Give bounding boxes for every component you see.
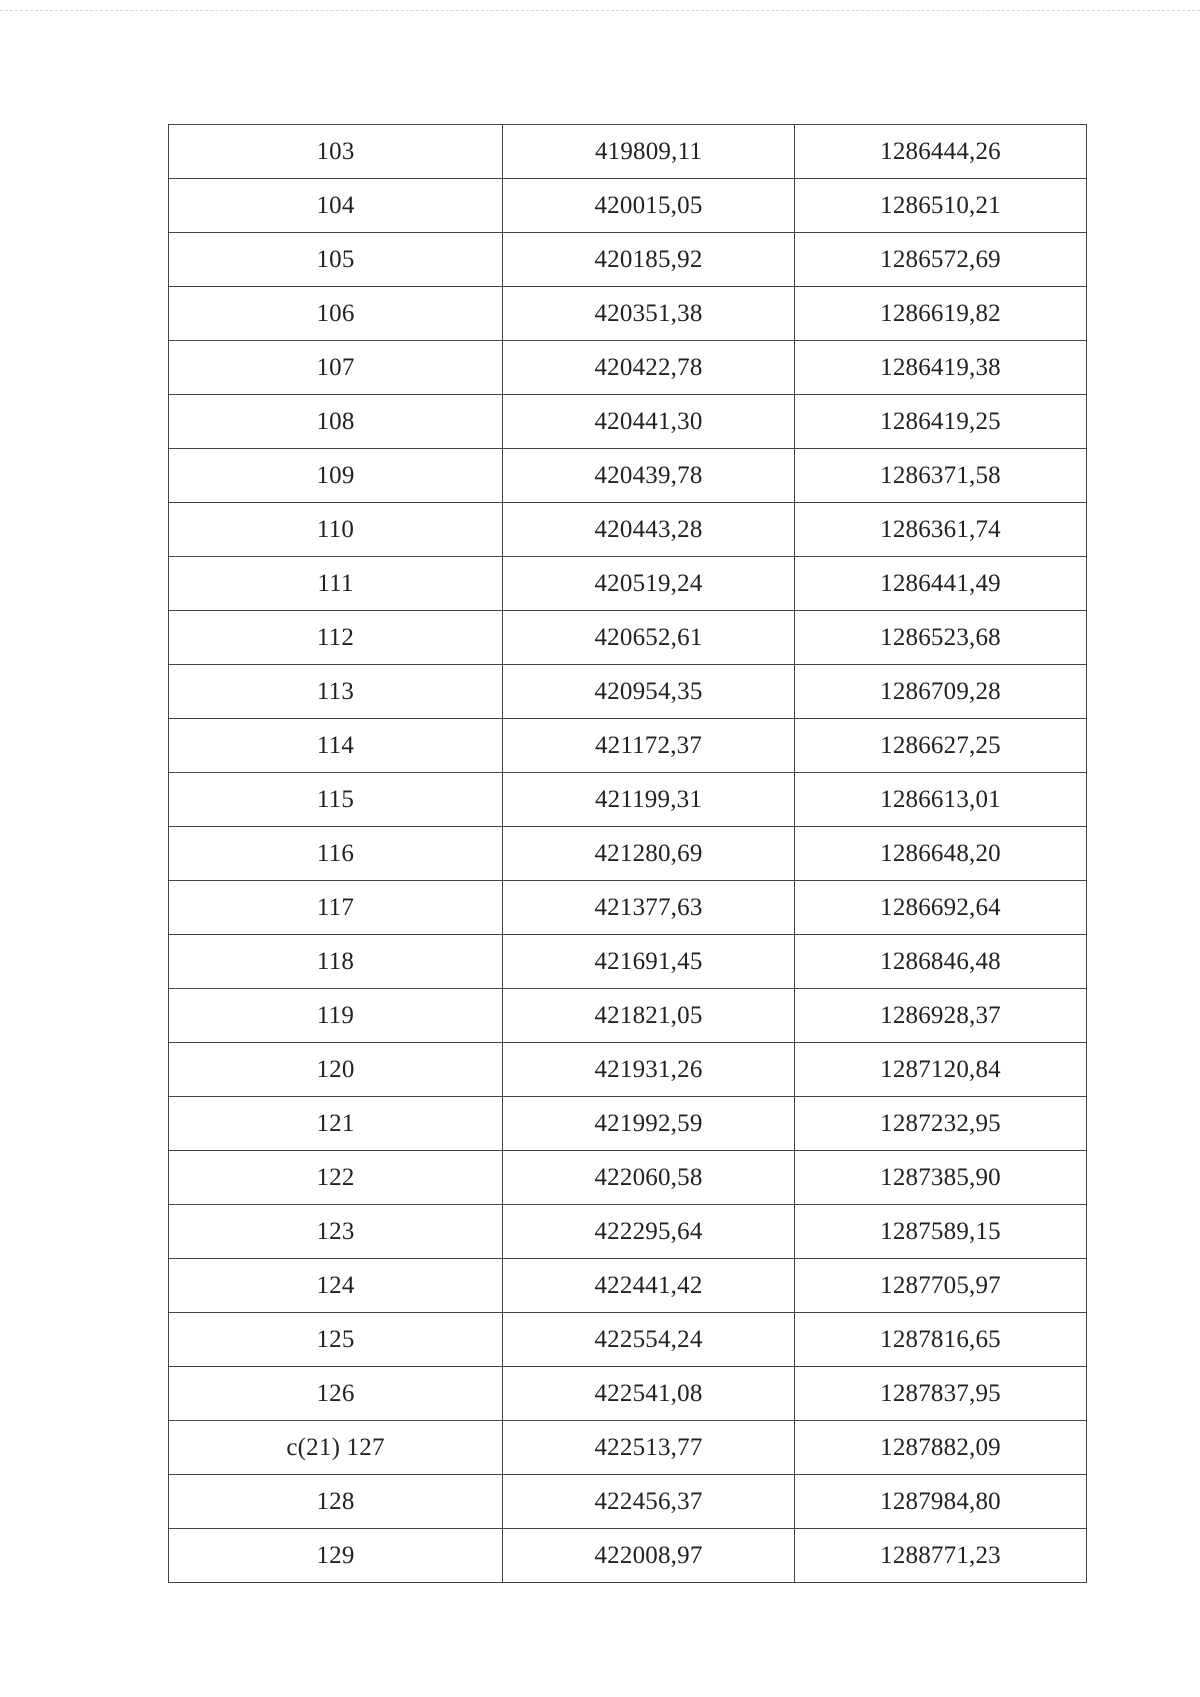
- x-coordinate-cell: 422008,97: [503, 1529, 795, 1583]
- table-row: [169, 1421, 1087, 1475]
- y-coordinate-cell: 1286419,38: [795, 341, 1087, 395]
- point-number-cell: 109: [169, 449, 503, 503]
- x-coordinate-cell: 420185,92: [503, 233, 795, 287]
- point-number-cell: 112: [169, 611, 503, 665]
- x-coordinate-cell: 420351,38: [503, 287, 795, 341]
- table-row: [169, 1313, 1087, 1367]
- y-coordinate-cell: 1287120,84: [795, 1043, 1087, 1097]
- table-row: [169, 557, 1087, 611]
- point-number-cell: 106: [169, 287, 503, 341]
- point-number-cell: 115: [169, 773, 503, 827]
- table-row: [169, 179, 1087, 233]
- table-row: [169, 881, 1087, 935]
- x-coordinate-cell: 421992,59: [503, 1097, 795, 1151]
- point-number-cell: 125: [169, 1313, 503, 1367]
- table-row: [169, 611, 1087, 665]
- table-row: [169, 287, 1087, 341]
- x-coordinate-cell: 420519,24: [503, 557, 795, 611]
- point-number-cell: 117: [169, 881, 503, 935]
- x-coordinate-cell: 420439,78: [503, 449, 795, 503]
- coordinates-table: [168, 124, 1087, 1583]
- table-row: [169, 395, 1087, 449]
- table-row: [169, 1151, 1087, 1205]
- table-row: [169, 1043, 1087, 1097]
- y-coordinate-cell: 1286692,64: [795, 881, 1087, 935]
- x-coordinate-cell: 422295,64: [503, 1205, 795, 1259]
- table-row: [169, 989, 1087, 1043]
- point-number-cell: 111: [169, 557, 503, 611]
- x-coordinate-cell: 420441,30: [503, 395, 795, 449]
- y-coordinate-cell: 1286613,01: [795, 773, 1087, 827]
- point-number-cell: 104: [169, 179, 503, 233]
- y-coordinate-cell: 1286928,37: [795, 989, 1087, 1043]
- point-number-cell: 118: [169, 935, 503, 989]
- x-coordinate-cell: 420954,35: [503, 665, 795, 719]
- point-number-cell: 128: [169, 1475, 503, 1529]
- y-coordinate-cell: 1286419,25: [795, 395, 1087, 449]
- y-coordinate-cell: 1286846,48: [795, 935, 1087, 989]
- point-number-cell: 120: [169, 1043, 503, 1097]
- scan-edge-line: [0, 10, 1200, 11]
- table-row: [169, 1475, 1087, 1529]
- table-row: [169, 1097, 1087, 1151]
- table-row: [169, 773, 1087, 827]
- y-coordinate-cell: 1287589,15: [795, 1205, 1087, 1259]
- y-coordinate-cell: 1286523,68: [795, 611, 1087, 665]
- y-coordinate-cell: 1286444,26: [795, 125, 1087, 179]
- table-row: [169, 1529, 1087, 1583]
- point-number-cell: 107: [169, 341, 503, 395]
- x-coordinate-cell: 421931,26: [503, 1043, 795, 1097]
- x-coordinate-cell: 421377,63: [503, 881, 795, 935]
- point-number-cell: c(21) 127: [169, 1421, 503, 1475]
- y-coordinate-cell: 1286510,21: [795, 179, 1087, 233]
- x-coordinate-cell: 422441,42: [503, 1259, 795, 1313]
- y-coordinate-cell: 1287232,95: [795, 1097, 1087, 1151]
- point-number-cell: 122: [169, 1151, 503, 1205]
- point-number-cell: 121: [169, 1097, 503, 1151]
- y-coordinate-cell: 1286619,82: [795, 287, 1087, 341]
- table-row: [169, 665, 1087, 719]
- y-coordinate-cell: 1287816,65: [795, 1313, 1087, 1367]
- x-coordinate-cell: 421172,37: [503, 719, 795, 773]
- table-row: [169, 1205, 1087, 1259]
- table-row: [169, 341, 1087, 395]
- table-row: [169, 719, 1087, 773]
- table-row: [169, 233, 1087, 287]
- point-number-cell: 108: [169, 395, 503, 449]
- table-row: [169, 449, 1087, 503]
- x-coordinate-cell: 419809,11: [503, 125, 795, 179]
- x-coordinate-cell: 421280,69: [503, 827, 795, 881]
- y-coordinate-cell: 1287705,97: [795, 1259, 1087, 1313]
- table-row: [169, 503, 1087, 557]
- y-coordinate-cell: 1286648,20: [795, 827, 1087, 881]
- y-coordinate-cell: 1287837,95: [795, 1367, 1087, 1421]
- x-coordinate-cell: 422554,24: [503, 1313, 795, 1367]
- point-number-cell: 110: [169, 503, 503, 557]
- x-coordinate-cell: 420422,78: [503, 341, 795, 395]
- y-coordinate-cell: 1286371,58: [795, 449, 1087, 503]
- table-row: [169, 935, 1087, 989]
- y-coordinate-cell: 1286361,74: [795, 503, 1087, 557]
- x-coordinate-cell: 422513,77: [503, 1421, 795, 1475]
- y-coordinate-cell: 1288771,23: [795, 1529, 1087, 1583]
- table-row: [169, 125, 1087, 179]
- coordinates-table-body: [169, 125, 1087, 1583]
- x-coordinate-cell: 420652,61: [503, 611, 795, 665]
- y-coordinate-cell: 1287984,80: [795, 1475, 1087, 1529]
- x-coordinate-cell: 422060,58: [503, 1151, 795, 1205]
- point-number-cell: 113: [169, 665, 503, 719]
- table-row: [169, 1259, 1087, 1313]
- point-number-cell: 119: [169, 989, 503, 1043]
- point-number-cell: 123: [169, 1205, 503, 1259]
- x-coordinate-cell: 422456,37: [503, 1475, 795, 1529]
- point-number-cell: 103: [169, 125, 503, 179]
- x-coordinate-cell: 421199,31: [503, 773, 795, 827]
- x-coordinate-cell: 420015,05: [503, 179, 795, 233]
- point-number-cell: 105: [169, 233, 503, 287]
- y-coordinate-cell: 1286709,28: [795, 665, 1087, 719]
- point-number-cell: 129: [169, 1529, 503, 1583]
- y-coordinate-cell: 1287882,09: [795, 1421, 1087, 1475]
- x-coordinate-cell: 421691,45: [503, 935, 795, 989]
- x-coordinate-cell: 420443,28: [503, 503, 795, 557]
- y-coordinate-cell: 1286627,25: [795, 719, 1087, 773]
- x-coordinate-cell: 422541,08: [503, 1367, 795, 1421]
- point-number-cell: 114: [169, 719, 503, 773]
- x-coordinate-cell: 421821,05: [503, 989, 795, 1043]
- y-coordinate-cell: 1286441,49: [795, 557, 1087, 611]
- point-number-cell: 126: [169, 1367, 503, 1421]
- point-number-cell: 116: [169, 827, 503, 881]
- y-coordinate-cell: 1286572,69: [795, 233, 1087, 287]
- table-row: [169, 827, 1087, 881]
- point-number-cell: 124: [169, 1259, 503, 1313]
- y-coordinate-cell: 1287385,90: [795, 1151, 1087, 1205]
- table-row: [169, 1367, 1087, 1421]
